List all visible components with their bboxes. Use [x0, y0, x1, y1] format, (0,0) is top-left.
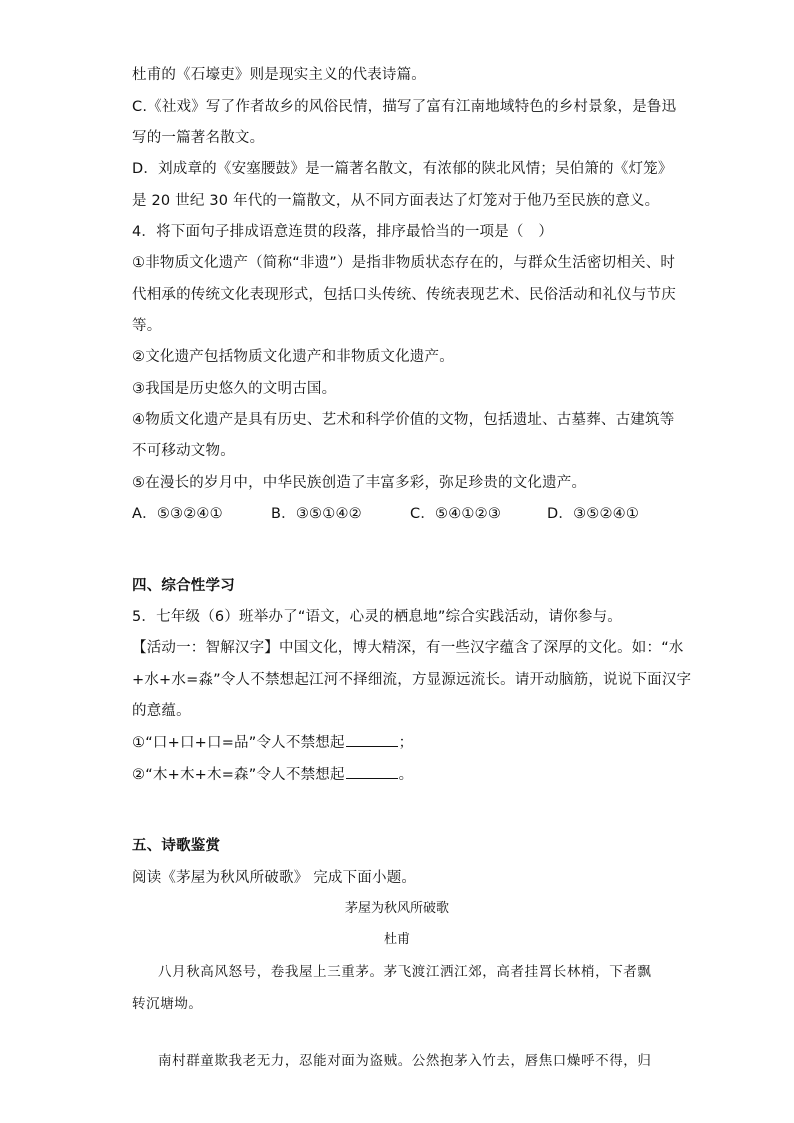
- sentence-3: ③我国是历史悠久的文明古国。: [132, 381, 337, 397]
- option-a[interactable]: A．⑤③②④①: [132, 506, 223, 522]
- sentence-4-cont: 不可移动文物。: [132, 443, 235, 459]
- sub-question-2: [132, 764, 413, 785]
- punctuation: ；: [398, 735, 414, 751]
- text-line: 写的一篇著名散文。: [132, 130, 265, 146]
- option-c[interactable]: C．⑤④①②③: [410, 506, 502, 522]
- answer-blank[interactable]: [346, 732, 398, 747]
- sentence-5: ⑤在漫长的岁月中，中华民族创造了丰富多彩，弥足珍贵的文化遗产。: [132, 475, 587, 491]
- section-heading: 五、诗歌鉴赏: [132, 838, 221, 854]
- sentence-1-cont: 代相承的传统文化表现形式，包括口头传统、传统表现艺术、民俗活动和礼仪与节庆: [132, 287, 676, 303]
- poem-line: 南村群童欺我老无力，忍能对面为盗贼。公然抱茅入竹去，唇焦口燥呼不得，归: [158, 1053, 652, 1069]
- answer-blank[interactable]: [346, 764, 398, 779]
- sub-question-1: [132, 732, 413, 753]
- poem-title: 茅屋为秋风所破歌: [344, 901, 449, 916]
- text-line: 杜甫的《石壕吏》则是现实主义的代表诗篇。: [132, 67, 426, 83]
- sub-question-label: ①“口+口+口=品”令人不禁想起: [132, 735, 345, 751]
- option-b[interactable]: B．③⑤①④②: [271, 506, 362, 522]
- sentence-2: ②文化遗产包括物质文化遗产和非物质文化遗产。: [132, 349, 454, 365]
- sentence-4: ④物质文化遗产是具有历史、艺术和科学价值的文物，包括遗址、古墓葬、古建筑等: [132, 412, 675, 428]
- punctuation: 。: [398, 767, 414, 783]
- question-5: 5．七年级（6）班举办了“语文，心灵的栖息地”综合实践活动，请你参与。: [132, 609, 622, 625]
- activity-1-cont: +水+水=淼”令人不禁想起江河不择细流，方显源远流长。请开动脑筋，说说下面汉字: [132, 672, 692, 688]
- poem-line: 八月秋高风怒号，卷我屋上三重茅。茅飞渡江洒江郊，高者挂罥长林梢，下者飘: [158, 964, 652, 980]
- sub-question-label: ②“木+木+木=森”令人不禁想起: [132, 767, 345, 783]
- activity-1-cont: 的意蕴。: [132, 703, 191, 719]
- question-4: 4．将下面句子排成语意连贯的段落，排序最恰当的一项是（ ）: [132, 224, 554, 240]
- text-line: 是 20 世纪 30 年代的一篇散文，从不同方面表达了灯笼对于他乃至民族的意义。: [132, 193, 660, 209]
- activity-1: 【活动一：智解汉字】中国文化，博大精深，有一些汉字蕴含了深厚的文化。如：“水: [132, 640, 684, 656]
- reading-instruction: 阅读《茅屋为秋风所破歌》 完成下面小题。: [132, 870, 417, 886]
- section-heading: 四、综合性学习: [132, 578, 235, 594]
- poem-author: 杜甫: [383, 932, 410, 947]
- option-d[interactable]: D．③⑤②④①: [547, 506, 640, 522]
- text-line: C.《社戏》写了作者故乡的风俗民情，描写了富有江南地域特色的乡村景象，是鲁迅: [132, 99, 677, 115]
- text-line: D．刘成章的《安塞腰鼓》是一篇著名散文，有浓郁的陕北风情；吴伯箫的《灯笼》: [132, 161, 673, 177]
- poem-line: 转沉塘坳。: [132, 996, 203, 1012]
- sentence-1: ①非物质文化遗产（简称“非遗”）是指非物质状态存在的，与群众生活密切相关、时: [132, 255, 676, 271]
- sentence-1-cont: 等。: [132, 318, 162, 334]
